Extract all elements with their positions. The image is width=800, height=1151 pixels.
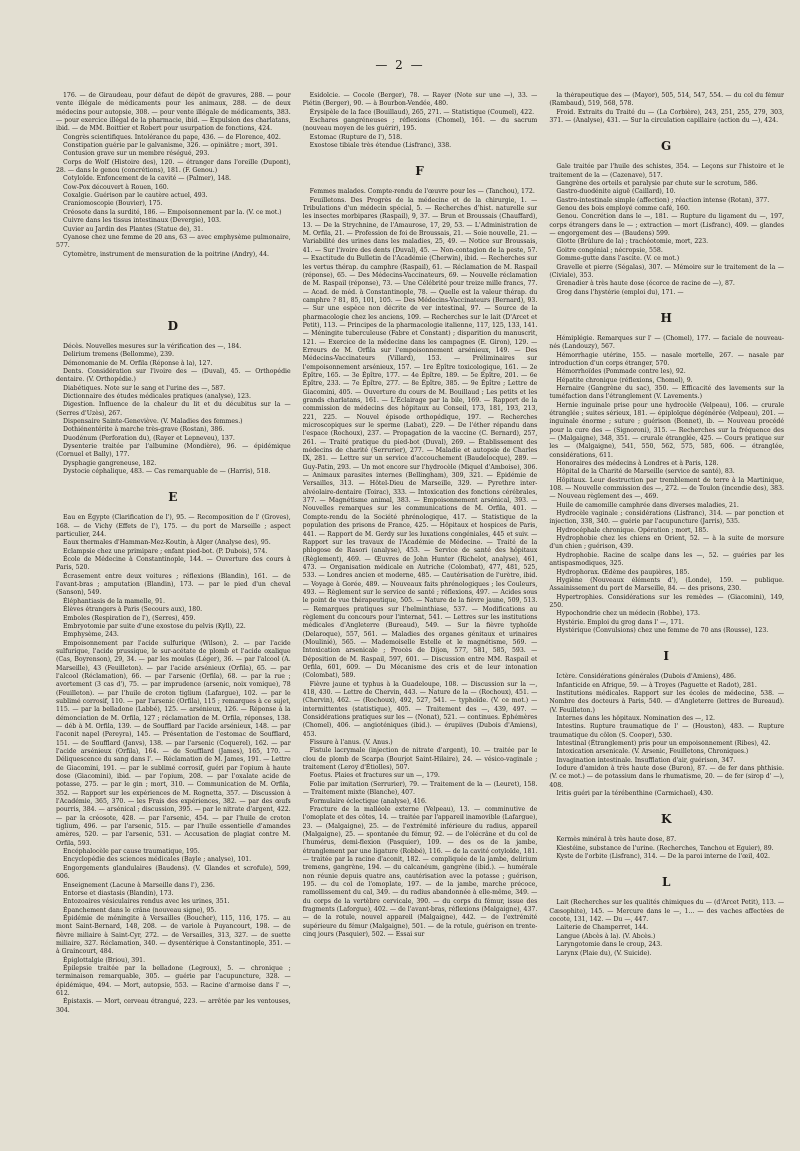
index-entry: Exostose tibiale très étendue (Lisfranc), 338. xyxy=(309,142,452,150)
index-entry: Craniomoscopie (Bouvier), 175. xyxy=(63,200,163,208)
index-entry: Emphysème, 243. xyxy=(63,631,119,639)
index-entry: Éléphantiasis de la mamelle, 91. xyxy=(63,597,165,605)
index-entry: Cow-Pox découvert à Rouen, 160. xyxy=(63,183,169,191)
page-number: — 2 — xyxy=(375,58,425,72)
index-column-2 xyxy=(303,92,538,1141)
index-entry: Ésidolcie. — Cocole (Berger), 78. — Rayer (Note sur une —), 33. — Piétin (Berger), 90. — à Bourbon-Vendée, 480. xyxy=(302,92,538,108)
index-entry: Hydrophorax. Œdème des paupières, 185. xyxy=(556,568,690,576)
index-entry: Eschares gangréneuses ; réflexions (Chomel), 161. — du sacrum (nouveau moyen de les guérir), 195. xyxy=(302,117,538,133)
index-entry: Goitre congénial ; nécropsie, 558. xyxy=(556,246,663,254)
index-entry: Érysipèle de la face (Bouillaud), 265, 271. — Statistique (Coumel), 422. xyxy=(309,108,535,116)
index-entry: Hypertrophies. Considérations sur les remèdes — (Giacomini), 149, 250. xyxy=(549,593,785,609)
index-entry: Corps de Wolf (Histoire des), 120. — étranger dans l'oreille (Dupont), 28. — dans le genou (concrétions), 181. (F. Genou.) xyxy=(56,158,291,175)
index-section xyxy=(549,836,784,861)
index-entry: Laiterie de Champerret, 144. xyxy=(556,924,649,932)
index-entry: Cuivre dans les tissus intestinaux (Devergie), 103. xyxy=(63,217,222,225)
index-entry: 176. — de Giraudeau, pour défaut de dépôt de gravures, 288. — pour vente illégale de médicaments pour les animaux, 288. — de deux médecins pour autopsie, 308. — pour vente illégale de médicaments, 383. — pour exercice illégal de la pharmacie, ibid. — Expulsion des charlatans, ibid. — de MM. Boittier et Robert pour usurpation de fonctions, 424. xyxy=(56,92,291,133)
index-entry: Iodure d'amidon à très haute dose (Buron), 87. — de fer dans phthisie. (V. ce mot.) — de potassium dans le rhumatisme, 20. — de fer (sirop d' —), 408. xyxy=(549,765,785,789)
section-letter-f: F xyxy=(415,164,425,179)
index-entry: Hydrophobie chez les chiens en Orient, 52. — à la suite de morsure d'un chien ; guérison, 439. xyxy=(549,535,785,551)
index-entry: Delirium tremens (Bellomme), 239. xyxy=(63,351,174,359)
index-entry: Formulaire éclectique (analyse), 416. xyxy=(309,797,427,805)
index-entry: Hystérique (Convulsions) chez une femme de 70 ans (Rousse), 123. xyxy=(556,626,769,634)
index-entry: Cytomètre, instrument de mensuration de la poitrine (Andry), 44. xyxy=(63,250,269,258)
index-entry: Hémorrhagie utérine, 155. — nasale mortelle, 267. — nasale par introduction d'un corps étranger, 570. xyxy=(549,351,785,367)
index-entry: Digestion. Influence de la chaleur du lit et du décubitus sur la — (Serres d'Uzès), 267. xyxy=(56,401,291,417)
index-entry: Intoxication arsenicale. (V. Arsenic, Feuilletons, Chroniques.) xyxy=(556,748,749,756)
index-entry: Engorgements glandulaires (Baudens). (V. Glandes et scrofule), 599, 606. xyxy=(56,864,291,881)
index-entry: Dysphagie gangreneuse, 182. xyxy=(63,459,157,467)
index-entry: Gangrène des orteils et paralysie par chute sur le scrotum, 586. xyxy=(556,180,758,188)
index-section xyxy=(549,92,784,125)
index-entry: Laryngotomie dans le croup, 243. xyxy=(556,941,663,949)
index-entry: Écrasement entre deux voitures ; réflexions (Blandin), 161. — de l'avant-bras ; amputation (Blandin), 173. — par le pied d'un cheval (Sanson), 549. xyxy=(56,572,291,597)
section-letter-i: I xyxy=(663,649,670,664)
index-entry: Larynx (Plaie du), (V. Suicide). xyxy=(556,949,652,957)
index-entry: Femmes malades. Compte-rendu de l'œuvre pour les — (Tanchou), 172. xyxy=(309,188,535,196)
index-entry: Huile de camomille camphrée dans diverses maladies, 21. xyxy=(556,501,739,509)
index-entry: Entozoaires vésiculaires rendus avec les urines, 351. xyxy=(63,898,230,906)
index-entry: Eclampsie chez une primipare ; enfant pied-bot. (P. Dubois), 574. xyxy=(63,547,268,555)
index-entry: Dents. Considération sur l'ivoire des — (Duval), 45. — Orthopédie dentaire. (V. Orthopédie.) xyxy=(56,367,291,384)
index-entry: Emboles (Respiration de l'), (Serres), 459. xyxy=(63,614,196,622)
index-entry: Dothiénentérite à marche très-grave (Rostan), 386. xyxy=(63,426,225,434)
index-entry: Grog dans l'hystérie (emploi du), 171. — xyxy=(556,288,684,296)
index-section xyxy=(56,92,291,259)
index-entry: Hydrophobie. Racine de scalpe dans les —, 52. — guéries par les antispasmodiques, 325. xyxy=(549,551,785,568)
index-entry: Hernaire (Gangrène du sac), 350. — Efficacité des lavements sur la tuméfaction dans l'étranglement (V. Lavements.) xyxy=(549,384,785,401)
index-section xyxy=(549,673,784,798)
index-entry: Intestins. Rupture traumatique de l' — (Houston), 483. — Rupture traumatique du côlon (S. Cooper), 530. xyxy=(549,723,785,739)
index-entry: Enseignement (Lacune à Marseille dans l'), 236. xyxy=(63,881,215,889)
index-entry: Élèves étrangers à Paris (Secours aux), 180. xyxy=(63,606,203,614)
index-column-3 xyxy=(549,92,784,1141)
index-entry: Épiglottalgie (Briou), 391. xyxy=(63,956,146,964)
index-entry: Coxalgie. Guérison par le cautère actuel, 493. xyxy=(63,192,208,200)
index-entry: Gravelle et pierre (Ségalas), 307. — Mémoire sur le traitement de la — (Civiale), 353. xyxy=(549,263,785,279)
index-entry: Invagination intestinale. Insufflation d'air, guérison, 347. xyxy=(556,756,736,764)
index-entry: Épistaxis. — Mort, cerveau étrangué, 223. — arrêtée par les ventouses, 304. xyxy=(56,998,291,1014)
section-letter-e: E xyxy=(168,490,179,505)
index-entry: Contusion grave sur un membre réségué, 293. xyxy=(63,150,210,158)
index-entry: Gomme-gutte dans l'ascite. (V. ce mot.) xyxy=(556,255,680,263)
index-entry: Langue (Abcès à la). (V. Abcès.) xyxy=(556,932,656,940)
section-letter-d: D xyxy=(167,318,180,333)
index-entry: Grenadier à très haute dose (écorce de racine de —), 87. xyxy=(556,280,735,288)
index-entry: Hémiplégie. Remarques sur l' — (Chomel), 177. — faciale de nouveau-nés (Landouzy), 567. xyxy=(549,334,785,351)
index-entry: Lait (Recherches sur les qualités chimiques du — (d'Arcet Petit), 113. — Cæsophite), 145. — Mercure dans le —, 1... — des vaches affectées de cocote, 131, 142. — Du —, 447. xyxy=(549,899,785,924)
index-section xyxy=(303,188,538,939)
index-entry: Dispensaire Sainte-Geneviève. (V. Maladies des femmes.) xyxy=(63,417,243,425)
index-entry: Gale traitée par l'huile des schistes, 354. — Leçons sur l'histoire et le traitement de la — (Cazenave), 517. xyxy=(549,163,785,179)
index-entry: Cotyloïde. Enfoncement de la cavité — (Palmer), 148. xyxy=(63,175,231,183)
index-entry: Kiestéine, substance de l'urine. (Recherches, Tanchou et Eguier), 89. xyxy=(556,844,774,852)
index-entry: Hémorrhoïdes (Pommade contre les), 92. xyxy=(556,368,686,376)
index-entry: Épidémie de méningite à Versailles (Boucher), 115, 116, 175. — au mont Saint-Bernard, 148, 208. — de variole à Puyancourt, 198. — de fièvre miliaire à Saint-Cyr, 272. — de Versailles, 313, 327. — de suette miliaire, 327. Réclamation, 340. — dysentérique à Constantinople, 351. — à Graincourt, 484. xyxy=(56,914,291,956)
index-entry: Hystérie. Emploi du grog dans l' —, 171. xyxy=(556,618,684,626)
index-entry: Kermès minéral à très haute dose, 87. xyxy=(556,836,677,844)
index-entry: Eau en Égypte (Clarification de l'), 95. — Recomposition de l' (Groves), 168. — de Vichy (Effets de l'), 175. — du port de Marseille ; aspect particulier, 244. xyxy=(56,514,291,539)
index-entry: Entorse et diastasis (Blandin), 173. xyxy=(63,889,174,897)
index-entry: Diabétiques. Note sur le sang et l'urine des —, 587. xyxy=(63,384,226,392)
index-entry: Cyanose chez une femme de 20 ans, 63 — avec emphysème pulmonaire, 577. xyxy=(56,233,291,250)
index-entry: Foetus. Plaies et fractures sur un —, 179. xyxy=(309,772,440,780)
index-entry: Hôpitaux. Leur destruction par tremblement de terre à la Martinique, 108. — Nouvelle commission des —, 272. — de Toulon (incendie des), 383. — Nouveau règlement des —, 469. xyxy=(549,476,785,501)
index-entry: Internes dans les hôpitaux. Nomination des —, 12. xyxy=(556,714,715,722)
index-entry: Gastro-duodénite aiguë (Caillard), 10. xyxy=(556,188,676,196)
index-entry: Fracture de la malléole externe (Velpeau), 13. — comminutive de l'omoplate et des côtes, 14. — traitée par l'appareil inamovible (Lafargue), 23. — (Malgaigne), 25. — de l'extrémité inférieure du radius, appareil (Malgaigne), 25. — spontanée du fémur, 92. — de l'olécrâne et du col de l'humérus, demi-flexion (Pasquier), 109. — des os de la jambe, étranglement par une ligature (Robbé), 116. — de la cavité cotyloïde, 181. — traitée par la racine d'aconit, 182. — compliquée de la jambe, delirium tremens, gangrène, 194. — du calcanéum, gangrène (ibid.). — humérale non réunie depuis quatre ans, cautérisation avec la potasse ; guérison, 195. — du col de l'omoplate, 197. — de la jambe, marche précoce, ramollissement du cal, 349. — du radius abandonnée à elle-même, 349. — du corps de la vertèbre cervicale, 390. — du corps du fémur, issue des fragments (Laforgue), 402. — de l'avant-bras, réflexions (Malgaigne), 437. — de la rotule, nouvel appareil (Malgaigne), 442. — de l'extrémité supérieure du fémur (Malgaigne), 501. — de la rotule, guérison en trente-cinq jours (Pasquier), 502. — Essai sur xyxy=(302,805,538,938)
index-entry: Encyclopédie des sciences médicales (Bayle ; analyse), 101. xyxy=(63,856,252,864)
index-entry: Genou. Concrétion dans le —, 181. — Rupture du ligament du —, 197, corps étrangers dans le — ; extraction — mort (Lisfranc), 409. — glandes — engorgement des — (Baudens) 599. xyxy=(549,213,785,238)
index-entry: Créosote dans la surdité, 186. — Empoisonnement par la. (V. ce mot.) xyxy=(63,208,282,216)
section-letter-l: L xyxy=(661,875,672,890)
index-section xyxy=(56,343,291,477)
index-entry: Genou des bois employé comme café, 160. xyxy=(556,205,690,213)
index-entry: Gastro-intestinale simple (affection) ; réaction intense (Rotan), 377. xyxy=(556,196,770,204)
index-entry: Empoisonnement par l'acide sulfurique (Wilson), 2. — par l'acide sulfurique, l'acide prussique, le sur-acétate de plomb et l'acide oxalique (Cas, Boyrenson), 29, 34. — par les moules (Léger), 36. — par l'alcool (A. Marseille), 43 (Feuilleton). — par l'acide arsénieux (Orfila), 65. — par l'alcool (Réclamation), 66. — par l'arsenic (Orfila), 68. — par la rue ; avortement (3 cas d'), 75. — par imprudence (arsenic, noix vomique), 78 (Feuilleton). — par l'huile de croton tiglium (Lafargue), 102. — par le sublimé corrosif, 110. — par l'arsenic (Orfila), 115 ; remarques à ce sujet, 115. — par la belladone (Labbé), 125. — arsénieux, 126. — Réponse à la démonciation de M. Orfila, 127 ; réclamation de M. Orfila, réponses, 138. — déb à M. Orfila, 139. — de Soufflard par l'acide arsénieux, 148. — par l'aconit napel (Pereyra), 145. — Présentation de l'estomac de Soufflard, 151. — de Soufflard (Janvs), 138. — par l'arsenic (Coquerel), 162. — par l'acide arsénieux (Orfila), 164. — de Soufflard (James), 165, 170. — Déliquescence du sang dans l'. — Réclamation de M. James, 191. — Lettre de Giacomini, 191. — par le sublimé corrosif, guéri par l'opium à haute dose (Giacomini), ibid. — par l'opium, 208. — par l'oxalate acide de potasse, 275. — par le gin ; mort, 310. — Communication de M. Orfila, 352. — Rapport sur les expériences de M. Rognetta, 357. — Discussion à l'Académie, 365, 370. — les Frais des expériences, 382. — par des œufs pourris, 384. — arsénical ; discussion, 395. — par le nitrate d'argent, 422. — par la créosote, 428. — par l'arsenic, 454. — par l'huile de croton tiglium, 496. — par l'arsenic, 515. — par l'huile essentielle d'amandes amères, 520. — par l'arsenic, 531. — Accusation de plagiat contre M. Orfila, 593. xyxy=(56,639,291,847)
index-entry: Hernie inguinale prise pour une hydrocèle (Velpeau), 106. — crurale étranglée ; suites sérieux, 181. — épiploïque dégénérée (Velpeau), 201. — inguinale énorme ; suture ; guérison (Bonnet), ib. — Nouveau procédé pour la cure des — (Signoroni), 315. — Recherches sur la fréquence des — (Malgaigne), 348, 351. — crurale étranglée, 425. — Cours pratique sur les — (Malgaigne), 541, 550, 562, 575, 585, 606. — étranglée, considérations, 611. xyxy=(549,401,785,459)
index-section xyxy=(549,335,784,635)
section-letter-g: G xyxy=(661,139,673,154)
section-letter-h: H xyxy=(660,310,673,325)
index-entry: Feuilletons. Des Progrès de la médecine et de la chirurgie, 1. — Tribulations d'un médecin spécial, 5. — Recherches d'hist. naturelle sur les insectes morbipares (Raspail), 9, 37. — Brun et Broussais (Chauffard), 13. — De la Strychnine, de l'Amaurose, 17, 29, 53. — L'Administration de M. Orfila, 21. — Profession de foi de Broussais, 21. — Soie nouvelle, 21. — Variabilité des urines dans les maladies, 25, 49. — Notice sur Broussais, 41. — Sur l'ivoire des dents (Duval), 45. — Non-contagion de la peste, 57. — Exactitude du Bulletin de l'Académie (Cherwin), ibid. — Recherches sur les vertus thérap. du camphre (Raspail), 61. — Réclamation de M. Raspail (réponse), 65. — Des Médecins-Vaccinateurs, 69. — Nouvelle réclamation de M. Raspail (réponse), 73. — Une Célébrité pour treize mille francs, 77. — Acad. de méd. à Constantinople, 78. — Quelle est la valeur thérap. du camphre ? 81, 85, 101, 105. — Des Médecins-Vaccinateurs (Bernard), 93. — Sur une espèce non décrite de ver intestinal, 97. — Source de la pharmacologie chez les anciens, 109. — Recherches sur le lait (D'Arcet et Petit), 113. — Principes de la pharmacologie italienne, 117, 125, 133, 141. — Méningite tuberculeuse (Fabre et Constant) ; disparition du manuscrit, 121. — Exercice de la médecine dans les campagnes (E. Giron), 129. — Erreurs de M. Orfila sur l'empoisonnement arsénieux, 149. — Des Médecins-Vaccinateurs (Villard), 153. — Préliminaires sur l'empoisonnement arsénieux, 157. — 1re Épître toxicologique, 161. — 2e Épître, 165. — 3e Épître, 177. — 4e Épître, 189. — 5e Épître, 201. — 6e Épître, 233. — 7e Épître, 277. — 8e Épître, 385. — 9e Épître ; Lettre de Giacomini, 405. — Ouverture du cours de M. Bouillaud ; Les petits et les grands charlatans, 161. — L'Éclairage par la bile, 169. — Rapport de la commission de médecins des hôpitaux au Conseil, 173, 181, 193, 213, 221, 225. — Nouvel épisode orthopédique, 197. — Recherches microscopiques sur le sperme (Labat), 229. — De l'éther répandu dans l'espace (Rochoux), 237. — Propagation de la vaccine (C. Bernard), 257, 261. — Traité pratique du pied-bot (Duval), 269. — Établissement des médecins de charité (Serrurier), 277. — Maladie et autopsie de Charles IX, 281. — Lettre sur un service d'accouchement (Baudelocque), 289. — Guy-Patin, 293. — Un mot encore sur l'hydrocèle (Miquel d'Amboise), 306. — Animaux parasites internes (Bellingham), 309, 321. — Épidémie de Versailles, 313. — Hôtel-Dieu de Marseille, 329. — Pyrethre inter-alvéolaire-dentaire (Toirac), 333. — Intoxication des fonctions cérébrales, 377. — Magnétisme animal, 383. — Empoisonnement arsénical, 393. — Nouvelles remarques sur les communications de M. Orfila, 401. — Compte-rendu de la Société phrénologique, 417. — Statistique de la population des prisons de France, 425. — Hôpitaux et hospices de Paris, 441. — Rapport de M. Gerdy sur les luxations congéniales, 445 et suiv. — Rapport sur les travaux de l'Académie de Médecine. — Traité de la phlogose de Rasori (analyse), 453. — Service de santé des hôpitaux (Règlement), 469. — Œuvres de John Hunter (Richelot, analyse), 461, 473. — Organisation médicale en Autriche (Colombat), 477, 481, 525, 533. — Londres ancien et moderne, 485. — Cautérisation de l'urètre, ibid. — Voyage à Gorée, 489. — Nouveaux faits phrénologiques ; les Couleurs, 493. — Règlement sur le service de santé ; réflexions, 497. — Acides sous le point de vue thérapeutique, 505. — Nature de la fièvre jaune, 509, 513. — Remarques pratiques sur l'helminthiase, 537. — Modifications au règlement du concours pour l'internat, 541. — Lettres sur les institutions médicales d'Angleterre (Bureaud), 549. — Sur la fièvre typhoïde (Delaroque), 557, 561. — Maladies des organes génitaux et urinaires (Moulinié), 565. — Mademoiselle Estelle et le magnétisme, 569. — Intoxication arsenicale ; Procès de Dijon, 577, 581, 585, 593. — Déposition de M. Raspail, 597, 601. — Discussion entre MM. Raspail et Orfila, 601, 609. — Du Mécanisme des cris et de leur intonation (Colombat), 589. xyxy=(302,196,538,680)
index-entry: Dystocie céphalique, 483. — Cas remarquable de — (Harris), 518. xyxy=(63,468,271,476)
index-section xyxy=(549,163,784,297)
section-letter-k: K xyxy=(660,812,673,827)
index-entry: Estomac (Rupture de l'), 518. xyxy=(309,133,403,141)
index-section xyxy=(303,92,538,150)
index-entry: Infanticide en Afrique, 59. — à Troyes (Paguette et Radot), 281. xyxy=(556,681,757,689)
index-entry: Fistule lacrymale (injection de nitrate d'argent), 10. — traitée par le clou de plomb de Scarpa (Bourjot Saint-Hilaire), 24. — vésico-vaginale ; traitement (Leroy d'Étiolles), 507. xyxy=(302,747,538,772)
index-entry: Glotte (Brûlure de la) ; trachéotomie, mort, 223. xyxy=(556,238,709,246)
index-entry: Hydrocéphale chronique. Opération ; mort, 185. xyxy=(556,526,709,534)
index-entry: Honoraires des médecins à Londres et à Paris, 128. xyxy=(556,460,719,468)
index-entry: Épanchement dans le crâne (nouveau signe), 95. xyxy=(63,906,217,914)
index-entry: Eaux thermales d'Hamman-Mez-Koutin, à Alger (Analyse des), 95. xyxy=(63,539,271,547)
index-entry: Duodénum (Perforation du), (Rayer et Lepneveu), 137. xyxy=(63,434,235,442)
index-entry: Fièvre jaune et typhus à la Guadeloupe, 108. — Discussion sur la —, 418, 430. — Lettre de Chervin, 443. — Nature de la — (Rochoux), 451. — (Chervin), 462. — (Rochoux), 492, 527, 541. — typhoïde. (V. ce mot.) — intermittentes (statistique), 405. — Traitement des —, 439, 497. — Considérations pratiques sur les — (Nonat), 521. — continues. Éphémères (Chomel), 406. — angioténiques (ibid.). — érupiives (Dubois d'Amiens), 453. xyxy=(302,680,538,738)
index-entry: Fissure à l'anus. (V. Anus.) xyxy=(309,739,393,747)
index-entry: Épilepsie traitée par la belladone (Legroux), 5. — chronique ; terminaison remarquable, 305. — guérie par l'acupuncture, 328. — épidémique, 494. — Mort, autopsie, 553. — Racine d'armoise dans l' —, 612. xyxy=(56,964,291,997)
index-entry: Folie par imitation (Serrurier), 79. — Traitement de la — (Leuret), 158. — Traitement mixte (Blanche), 407. xyxy=(302,780,538,797)
index-entry: Ictère. Considérations générales (Dubois d'Amiens), 486. xyxy=(556,673,736,681)
index-entry: Encéphalocèle par cause traumatique, 195. xyxy=(63,848,200,856)
index-entry: Hôpital de la Charité de Marseille (service de santé), 83. xyxy=(556,468,735,476)
index-entry: Démonomanie de M. Orfila (Réponse à la), 127. xyxy=(63,359,213,367)
index-entry: Hypochondrie chez un médecin (Robbe), 173. xyxy=(556,610,700,618)
index-entry: Iritis guéri par la térébenthine (Carmichael), 430. xyxy=(556,790,714,798)
index-entry: École de Médecine à Constantinople, 144. — Ouverture des cours à Paris, 520. xyxy=(56,556,291,572)
index-entry: Congrès scientifiques. Intolérance du pape, 436. — de Florence, 402. xyxy=(63,133,281,141)
index-columns xyxy=(56,92,784,1141)
index-entry: Froid. Extraits du Traité du — (La Corbière), 243, 251, 255, 279, 303, 371. — (Analyse), 431. — Sur la circulation capillaire (action du —), 424. xyxy=(549,108,785,125)
index-entry: Hépatite chronique (réflexions, Chomel), 9. xyxy=(556,376,693,384)
index-entry: Institutions médicales. Rapport sur les écoles de médecine, 538. — Nombre des docteurs à Paris, 540. — d'Angleterre (lettres de Bureaud). (V. Feuilleton.) xyxy=(549,689,785,714)
index-entry: Hygiène (Nouveaux éléments d'), (Londe), 159. — publique. Assainissement du port de Marseille, 84. — des prisons, 230. xyxy=(549,576,785,593)
index-entry: la thérapeutique des — (Mayor), 505, 514, 547, 554. — du col du fémur (Rambaud), 519, 568, 578. xyxy=(549,92,785,108)
index-section xyxy=(549,899,784,957)
index-entry: Kyste de l'orbite (Lisfranc), 314. — De la paroi interne de l'œil, 402. xyxy=(556,853,770,861)
index-section xyxy=(56,514,291,1015)
index-entry: Intestinal (Étranglement) pris pour un empoisonnement (Ribes), 42. xyxy=(556,740,771,747)
index-entry: Hydrocèle vaginale ; considérations (Lisfranc), 314. — par ponction et injection, 338, 340. — guérie par l'acupuncture (Jarris), 535. xyxy=(549,510,785,526)
index-entry: Constipation guérie par le galvanisme, 326. — opiniâtre ; mort, 391. xyxy=(63,142,278,150)
index-entry: Cuvier au Jardin des Plantes (Statue de), 31. xyxy=(63,225,204,233)
index-entry: Dictionnaire des études médicales pratiques (analyse), 123. xyxy=(63,392,251,400)
index-entry: Dysenterie traitée par l'albumine (Mondière), 96. — épidémique (Cornuel et Bally), 177. xyxy=(56,443,291,459)
index-entry: Décès. Nouvelles mesures sur la vérification des —, 184. xyxy=(63,342,242,350)
index-column-1 xyxy=(56,92,291,1141)
index-entry: Embryotomie par suite d'une exostose du pelvis (Kyll), 22. xyxy=(63,622,246,630)
